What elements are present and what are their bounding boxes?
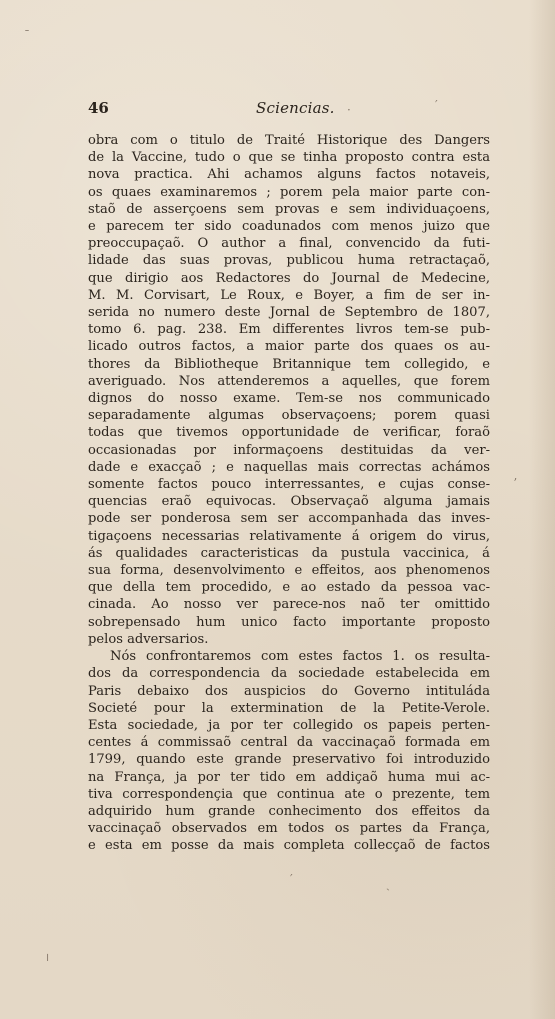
text-line: tomo 6. pag. 238. Em differentes livros tem-se pub-	[88, 322, 490, 338]
text-line: somente factos pouco interressantes, e cujas conse-	[88, 477, 490, 493]
text-line: occasionadas por informaçoens destituidas da ver-	[88, 442, 490, 458]
text-line: 1799, quando este grande preservativo foi introduzido	[88, 752, 490, 768]
text-line: dos da correspondencia da sociedade estabelecida em	[88, 666, 490, 682]
text-line: lidade das suas provas, publicou huma retractaçaõ,	[88, 253, 490, 269]
text-line: preoccupaçaõ. O author a final, convencido da futi-	[88, 236, 490, 252]
text-line: de la Vaccine, tudo o que se tinha proposto contra esta	[88, 150, 490, 166]
text-line: separadamente algumas observaçoens; porem quasi	[88, 408, 490, 424]
text-line: os quaes examinaremos ; porem pela maior parte con-	[88, 184, 490, 200]
paper-mark: ′	[290, 872, 293, 886]
text-line: vaccinaçaõ observados em todos os partes da França,	[88, 821, 490, 837]
text-line: pelos adversarios.	[88, 631, 209, 647]
text-line: sua forma, desenvolvimento e effeitos, aos phenomenos	[88, 563, 490, 579]
text-line: obra com o titulo de Traité Historique des Dangers	[88, 133, 490, 148]
page-number: 46	[88, 99, 109, 117]
text-line: tiva correspondençia que continua ate o prezente, tem	[88, 786, 490, 802]
text-line: todas que tivemos opportunidade de verificar, foraõ	[88, 425, 490, 441]
paper-mark: ¯	[24, 28, 30, 42]
text-line: sobrepensado hum unico facto importante proposto	[88, 614, 490, 630]
text-line: pode ser ponderosa sem ser accompanhada das inves-	[88, 511, 490, 527]
text-line: M. M. Corvisart, Le Roux, e Boyer, a fim de ser in-	[88, 287, 490, 303]
page-header	[88, 99, 488, 119]
text-line: e esta em posse da mais completa collecçaõ de factos	[88, 838, 490, 854]
paper-mark: ′	[435, 98, 438, 112]
text-line: dade e exacçaõ ; e naquellas mais correctas achámos	[88, 459, 490, 475]
text-line: cinada. Ao nosso ver parece-nos naõ ter omittido	[88, 597, 490, 613]
text-line: dignos do nosso exame. Tem-se nos communicado	[88, 391, 490, 407]
text-line: Paris debaixo dos auspicios do Governo intituláda	[88, 683, 490, 699]
text-line: serida no numero deste Jornal de Septembro de 1807,	[88, 305, 490, 321]
text-line: Esta sociedade, ja por ter collegido os papeis perten-	[88, 717, 490, 733]
text-line: centes á commissaõ central da vaccinaçaõ formada em	[88, 735, 490, 751]
text-line: na França, ja por ter tido em addiçaõ huma mui ac-	[88, 769, 490, 785]
text-line: adquirido hum grande conhecimento dos effeitos da	[88, 803, 490, 819]
running-head: Sciencias.	[256, 99, 335, 117]
text-line: averiguado. Nos attenderemos a aquelles, que forem	[88, 373, 490, 389]
text-line: e parecem ter sido coadunados com menos juizo que	[88, 219, 490, 235]
paper-mark: ·	[347, 103, 351, 117]
page-edge-shadow	[529, 0, 555, 1019]
text-line: que della tem procedido, e ao estado da pessoa vac-	[88, 580, 490, 596]
paragraph-1	[88, 132, 490, 648]
text-line: thores da Bibliotheque Britannique tem collegido, e	[88, 356, 490, 372]
paragraph-2	[88, 648, 490, 854]
text-line: staõ de asserçoens sem provas e sem individuaçoens,	[88, 201, 490, 217]
paper-mark: ˏ	[386, 877, 390, 891]
text-line: quencias eraõ equivocas. Observaçaõ alguma jamais	[88, 494, 490, 510]
text-line: nova practica. Ahi achamos alguns factos notaveis,	[88, 167, 490, 183]
text-line: ás qualidades caracteristicas da pustula vaccinica, á	[88, 545, 490, 561]
paper-mark: ╷	[44, 947, 52, 961]
paper-mark: ʼ	[513, 476, 517, 490]
text-line: licado outros factos, a maior parte dos quaes os au-	[88, 339, 490, 355]
text-line: tigaçoens necessarias relativamente á origem do virus,	[88, 528, 490, 544]
page-text	[88, 132, 490, 855]
text-line: que dirigio aos Redactores do Journal de Medecine,	[88, 270, 490, 286]
text-line: Nós confrontaremos com estes factos 1. os resulta-	[110, 649, 490, 665]
text-line: Societé pour la extermination de la Petite-Verole.	[88, 700, 490, 716]
